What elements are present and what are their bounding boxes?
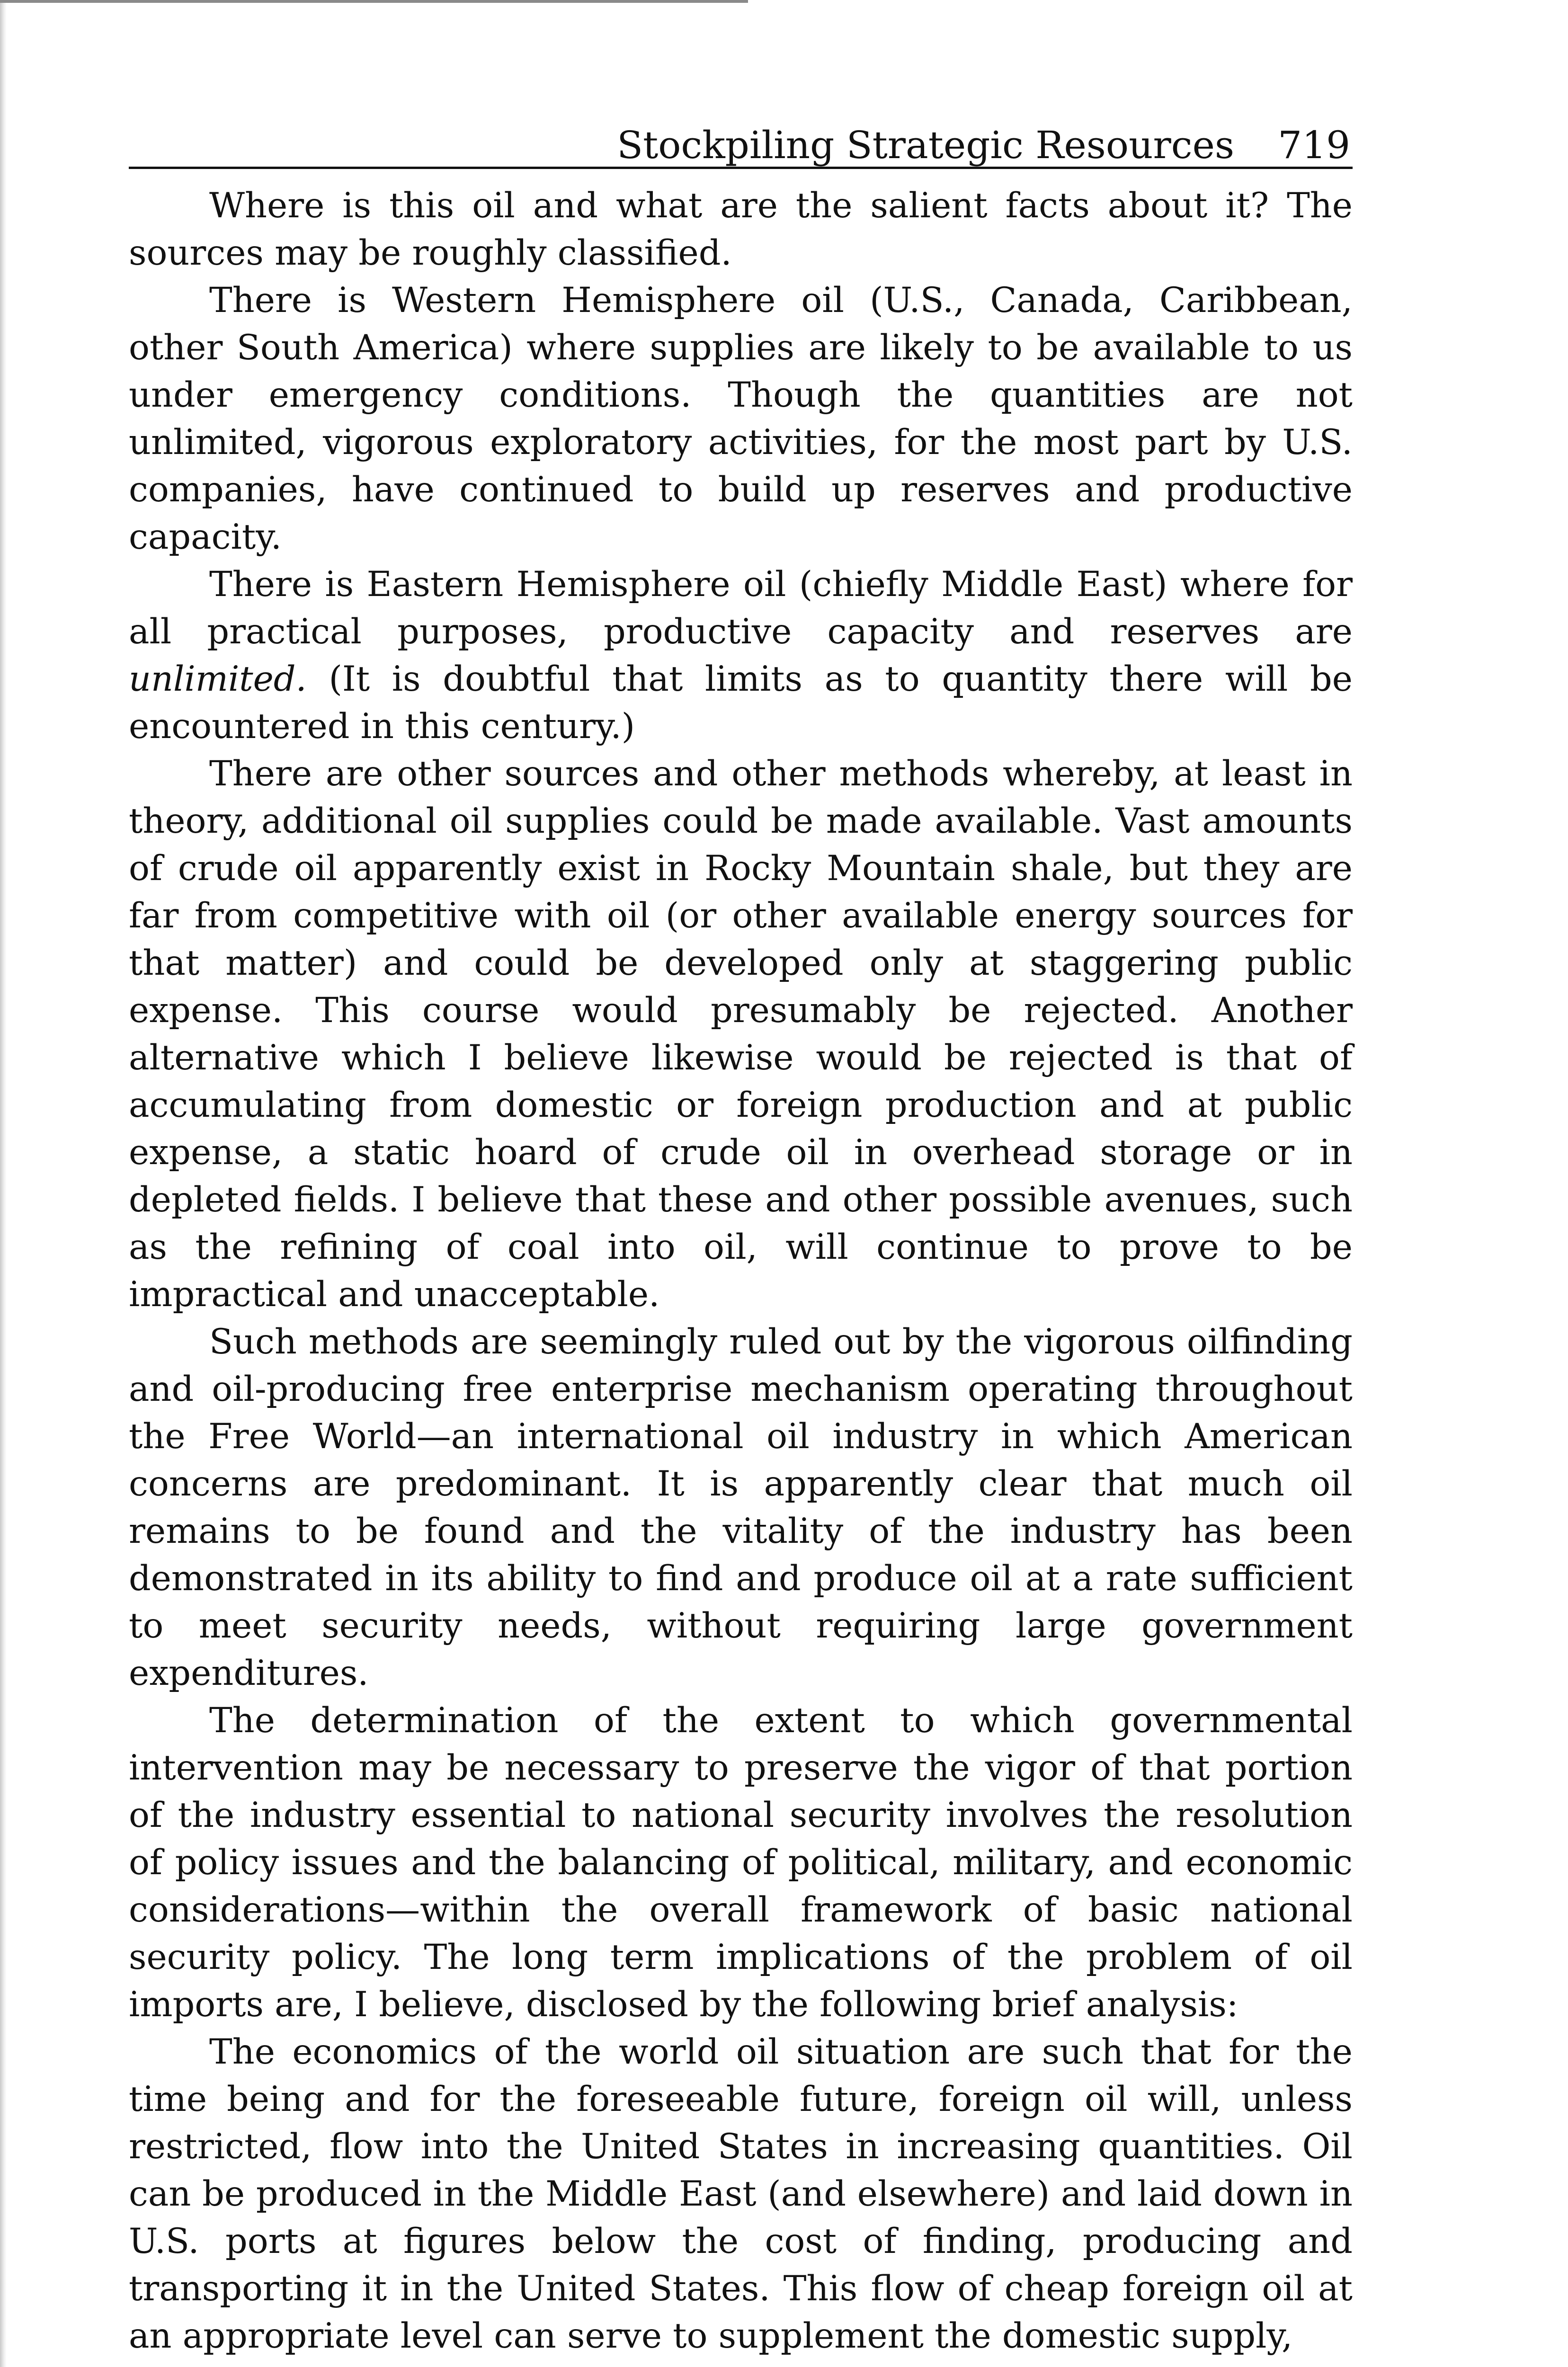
eastern-text-before: There is Eastern Hemisphere oil (chiefly Middle East) where for all practical purposes, productive capacity and reserves are	[129, 564, 1353, 652]
paragraph-other-sources: There are other sources and other methods whereby, at least in theory, additional oil supplies could be made available. Vast amounts of crude oil apparently exist in Rocky Mountain shale, but they are far from competitive with oil (or other available energy sources for that matter) and could be developed only at staggering public expense. This course would presumably be rejected. Another alternative which I believe likewise would be rejected is that of accumulating from domestic or foreign production and at public expense, a static hoard of crude oil in overhead storage or in depleted fields. I believe that these and other possible avenues, such as the refining of coal into oil, will continue to prove to be impractical and unacceptable.	[129, 754, 1353, 1315]
emphasis-unlimited: unlimited.	[129, 659, 307, 699]
paragraph-governmental-intervention: The determination of the extent to which governmental intervention may be necessary to preserve the vigor of that portion of the industry essential to national security involves the resolution of policy issues and the balancing of political, military, and economic considerations—within the overall framework of basic national security policy. The long term implications of the problem of oil imports are, I believe, disclosed by the following brief analysis:	[129, 1700, 1353, 2025]
page-number: 719	[1278, 123, 1350, 167]
running-title: Stockpiling Strategic Resources	[617, 123, 1234, 167]
paragraph-western-hemisphere: There is Western Hemisphere oil (U.S., Canada, Caribbean, other South America) where supplies are likely to be available to us under emergency conditions. Though the quantities are not unlimited, vigorous exploratory activities, for the most part by U.S. companies, have continued to build up reserves and productive capacity.	[129, 280, 1353, 557]
paragraph-world-oil-economics: The economics of the world oil situation are such that for the time being and for the foreseeable future, foreign oil will, unless restricted, flow into the United States in increasing quantities. Oil can be produced in the Middle East (and elsewhere) and laid down in U.S. ports at figures below the cost of finding, producing and transporting it in the United States. This flow of cheap foreign oil at an appropriate level can serve to supplement the domestic supply,	[129, 2032, 1353, 2356]
paragraph-free-enterprise: Such methods are seemingly ruled out by the vigorous oilfinding and oil-producing free enterprise mechanism operating throughout the Free World—an international oil industry in which American concerns are predominant. It is apparently clear that much oil remains to be found and the vitality of the industry has been demonstrated in its ability to find and produce oil at a rate sufficient to meet security needs, without requiring large government expenditures.	[129, 1322, 1353, 1693]
scan-top-rule	[0, 0, 748, 3]
book-page	[129, 114, 1353, 2360]
eastern-text-after: (It is doubtful that limits as to quantity there will be encountered in this century.)	[129, 659, 1353, 747]
paragraph-oil-sources: Where is this oil and what are the salient facts about it? The sources may be roughly classified.	[129, 186, 1353, 273]
page-binding-edge	[0, 0, 7, 2367]
running-header	[129, 114, 1353, 169]
body-text	[129, 182, 1353, 2360]
paragraph-eastern-hemisphere	[129, 561, 1353, 750]
